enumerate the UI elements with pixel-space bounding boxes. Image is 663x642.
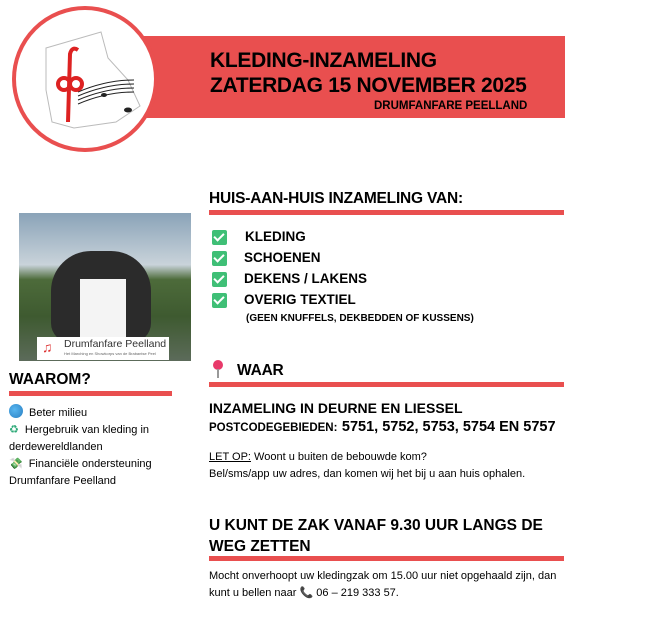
- checkmark-icon: [212, 293, 227, 308]
- where-title: WAAR: [237, 362, 284, 379]
- list-item: [212, 272, 227, 292]
- why-title: WAAROM?: [9, 371, 91, 388]
- checkmark-icon: [212, 230, 227, 245]
- note-label: LET OP:: [209, 451, 251, 463]
- reason-item: ♻ Hergebruik van kleding in derdewereldlanden: [9, 424, 150, 453]
- list-item: [212, 251, 227, 271]
- checkmark-icon: [212, 251, 227, 266]
- logo: [12, 6, 158, 152]
- postcodes-line: [209, 418, 556, 436]
- flyer: [80, 279, 126, 337]
- caption-logo-icon: ♫: [42, 339, 53, 355]
- location-line: INZAMELING IN DEURNE EN LIESSEL: [209, 400, 463, 416]
- reason-item: Beter milieu: [9, 404, 189, 422]
- divider: [9, 391, 172, 396]
- divider: [209, 210, 564, 215]
- reasons-list: [9, 404, 189, 490]
- organizer: DRUMFANFARE PEELLAND: [374, 100, 528, 112]
- postcode-label: POSTCODEGEBIEDEN:: [209, 422, 338, 434]
- event-date: ZATERDAG 15 NOVEMBER 2025: [210, 74, 527, 97]
- list-item-label: DEKENS / LAKENS: [244, 271, 368, 286]
- divider: [209, 556, 564, 561]
- postcodes: 5751, 5752, 5753, 5754 EN 5757: [341, 419, 556, 435]
- divider: [209, 382, 564, 387]
- list-item-label: SCHOENEN: [244, 250, 321, 265]
- photo-caption-box: [37, 337, 169, 360]
- photo-caption: Drumfanfare Peelland: [64, 338, 167, 350]
- phone-number: 06 – 219 333 57.: [316, 587, 399, 599]
- list-item-label: KLEDING: [245, 229, 306, 244]
- photo: [19, 213, 191, 361]
- checkmark-icon: [212, 272, 227, 287]
- contact-text: Mocht onverhoopt uw kledingzak om 15.00 uur niet opgehaald zijn, dan kunt u bellen naar 📞 06 – 219 333 57.: [209, 570, 557, 599]
- music-notes-logo-icon: [16, 10, 154, 148]
- photo-subcaption: Het Marching en Showkorps van de Brabantse Peel: [64, 351, 156, 356]
- phone-icon: 📞: [299, 587, 314, 599]
- pin-needle: [217, 369, 219, 378]
- time-title: U KUNT DE ZAK VANAF 9.30 UUR LANGS DE WEG ZETTEN: [209, 517, 543, 555]
- money-icon: 💸: [9, 458, 23, 470]
- list-item: [212, 293, 227, 313]
- recycle-icon: ♻: [9, 424, 19, 436]
- list-item: [212, 230, 227, 250]
- reason-item: 💸 Financiële ondersteuning Drumfanfare Peelland: [9, 458, 152, 487]
- collection-title: HUIS-AAN-HUIS INZAMELING VAN:: [209, 190, 463, 207]
- list-item-label: OVERIG TEXTIEL: [244, 292, 356, 307]
- page-title: KLEDING-INZAMELING: [210, 49, 437, 72]
- exclusions-note: (GEEN KNUFFELS, DEKBEDDEN OF KUSSENS): [246, 313, 474, 324]
- globe-icon: [9, 404, 23, 418]
- note: LET OP: Woont u buiten de bebouwde kom? Bel/sms/app uw adres, dan komen wij het bij u aan huis ophalen.: [209, 451, 526, 480]
